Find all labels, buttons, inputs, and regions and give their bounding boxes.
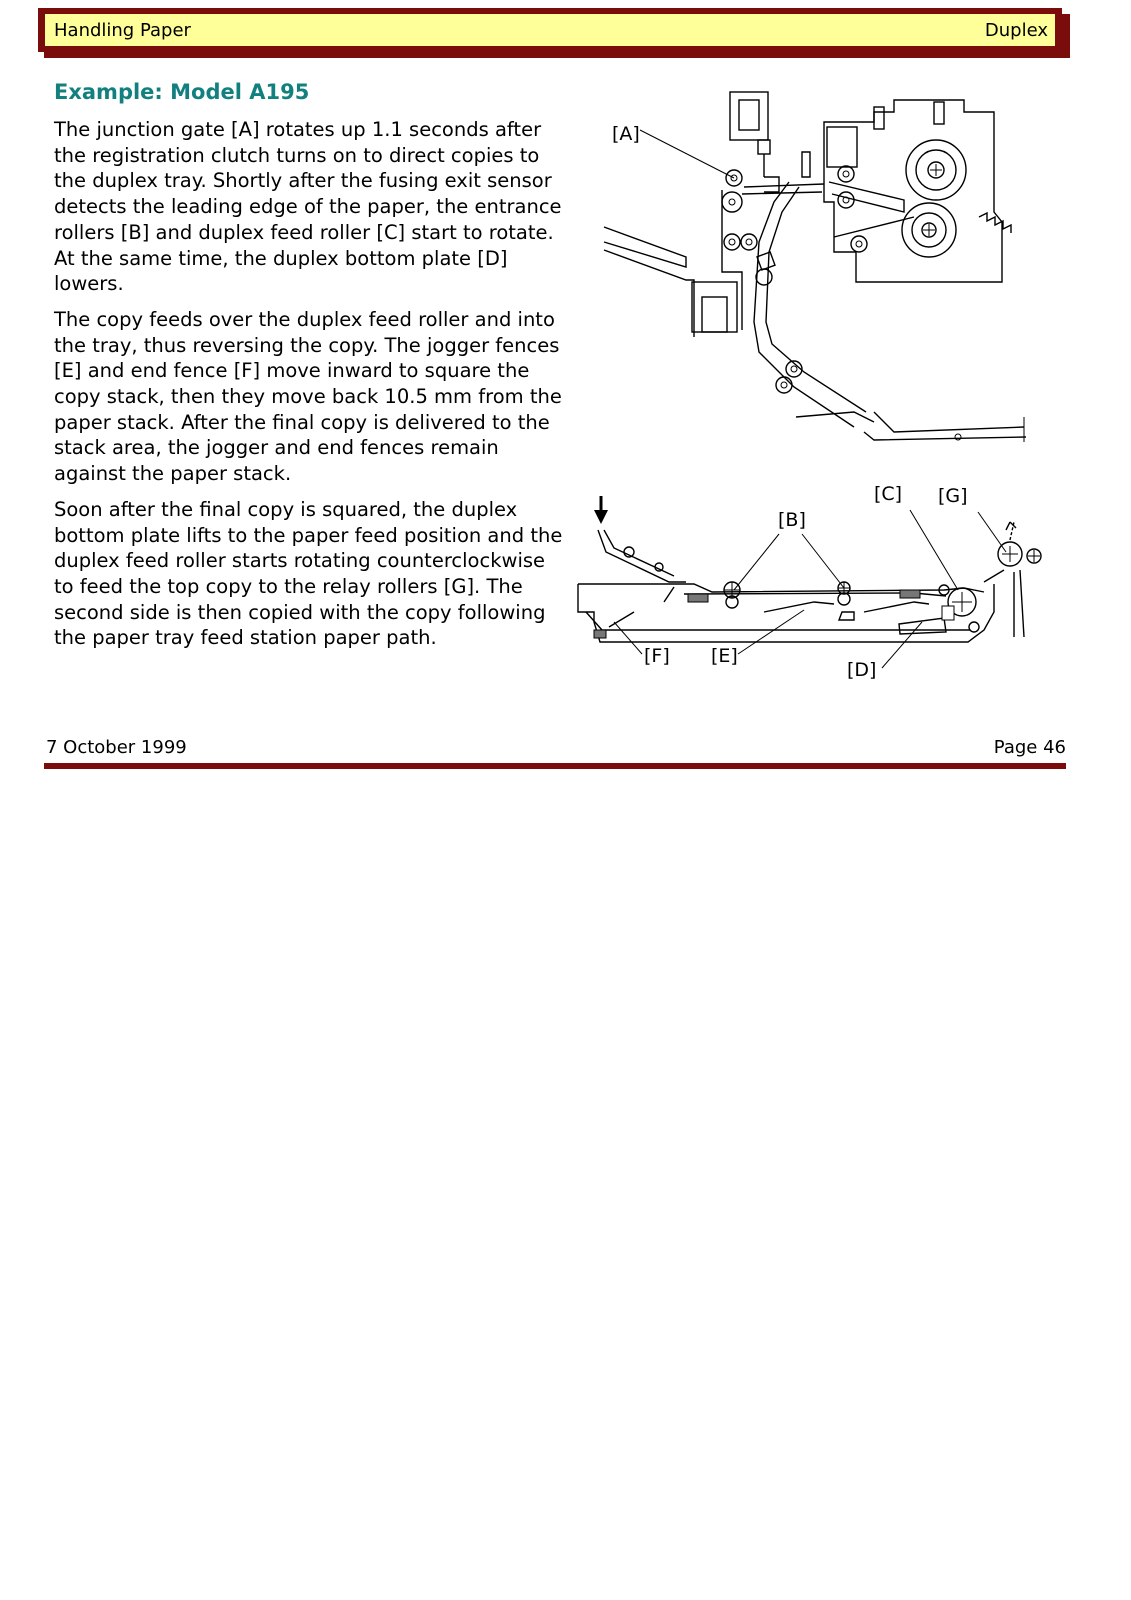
label-g: [G] [938, 485, 968, 507]
footer-date: 7 October 1999 [46, 737, 187, 758]
label-c: [C] [874, 483, 903, 505]
section-heading: Example: Model A195 [54, 80, 310, 104]
paragraph: The copy feeds over the duplex feed roller and into the tray, thus reversing the copy. The jogger fences [E] and end fence [F] move inward to square the copy stack, then they move back 10.5 mm from the paper stack. After the final copy is delivered to the stack area, the jogger and end fences remain against the paper stack. [54, 307, 562, 486]
lower-diagram [578, 496, 1041, 642]
header-section-title: Handling Paper [54, 19, 191, 41]
duplex-mechanism-figure [574, 82, 1064, 686]
page-number: Page 46 [993, 737, 1066, 758]
label-a: [A] [612, 123, 640, 145]
header-topic-title: Duplex [984, 19, 1048, 41]
duplex-diagram [574, 82, 1064, 682]
label-f: [F] [644, 645, 670, 667]
label-e: [E] [711, 645, 738, 667]
footer-rule [44, 763, 1066, 769]
page-footer [46, 737, 1066, 758]
label-d: [D] [847, 659, 877, 681]
body-text [54, 117, 564, 661]
label-b: [B] [778, 509, 806, 531]
header-bar [45, 14, 1055, 46]
paragraph: The junction gate [A] rotates up 1.1 seconds after the registration clutch turns on to direct copies to the duplex tray. Shortly after the fusing exit sensor detects the leading edge of the paper, the entrance rollers [B] and duplex feed roller [C] start to rotate. At the same time, the duplex bottom plate [D] lowers. [54, 118, 562, 296]
paragraph: Soon after the final copy is squared, the duplex bottom plate lifts to the paper feed position and the duplex feed roller starts rotating counterclockwise to feed the top copy to the relay rollers [G]. The second side is then copied with the copy following the paper tray feed station paper path. [54, 497, 563, 650]
header-frame [38, 8, 1062, 52]
page-header [38, 8, 1070, 58]
